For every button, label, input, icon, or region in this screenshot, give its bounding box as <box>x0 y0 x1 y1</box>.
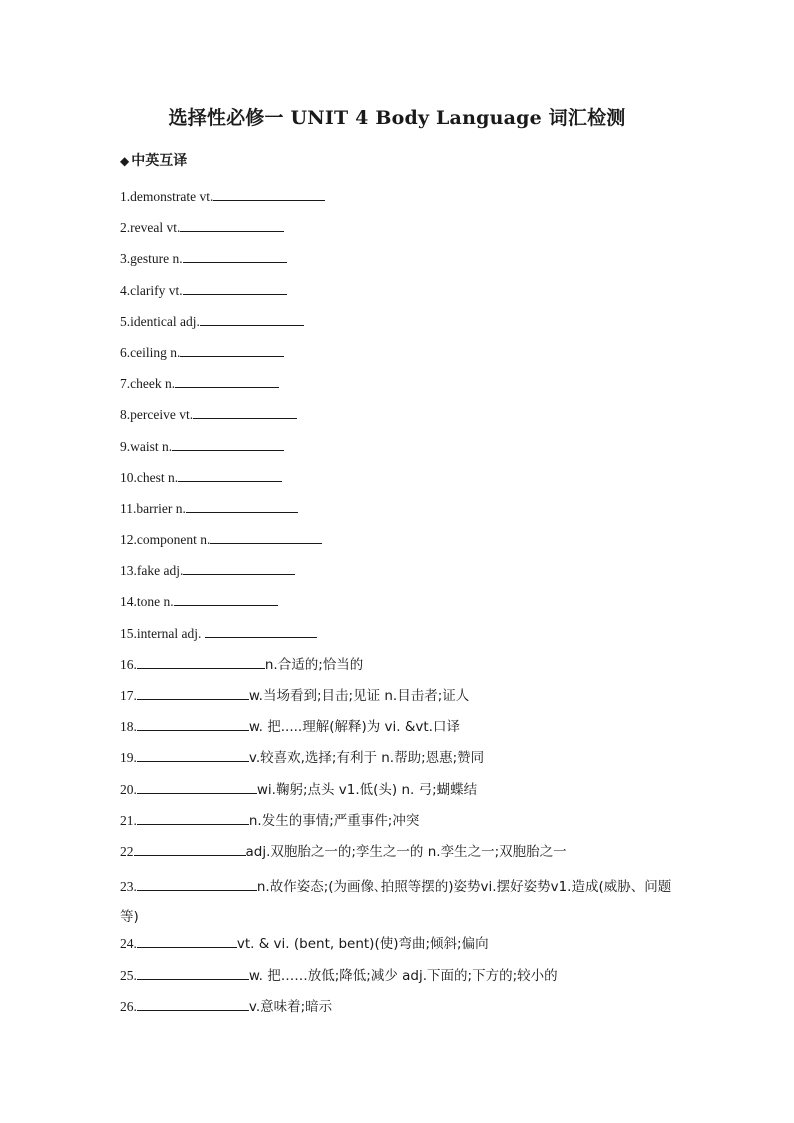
item-meaning: wi.鞠躬;点头 v1.低(头) n. 弓;蝴蝶结 <box>256 781 478 798</box>
diamond-bullet-icon: ◆ <box>120 154 130 168</box>
item-prompt: 4.clarify vt. <box>120 282 183 298</box>
list-item <box>120 498 680 529</box>
list-item <box>120 996 680 1027</box>
item-prompt: 3.gesture n. <box>120 251 183 267</box>
vocabulary-list <box>120 186 680 1027</box>
list-item <box>120 965 680 996</box>
list-item <box>120 436 680 467</box>
item-prompt: 15.internal adj. <box>120 625 205 641</box>
item-prompt: 14.tone n. <box>120 594 174 610</box>
item-number: 20. <box>120 781 137 797</box>
item-meaning: w. 把……放低;降低;减少 adj.下面的;下方的;较小的 <box>248 967 558 984</box>
answer-blank[interactable] <box>213 186 325 201</box>
item-prompt: 9.waist n. <box>120 438 173 454</box>
answer-blank[interactable] <box>137 810 249 825</box>
answer-blank[interactable] <box>137 965 249 980</box>
item-prompt: 5.identical adj. <box>120 313 200 329</box>
answer-blank[interactable] <box>174 591 278 606</box>
answer-blank[interactable] <box>137 685 249 700</box>
list-item <box>120 591 680 622</box>
list-item <box>120 311 680 342</box>
list-item <box>120 685 680 716</box>
item-number: 19. <box>120 750 137 766</box>
item-number: 24. <box>120 936 137 952</box>
answer-blank[interactable] <box>137 779 257 794</box>
answer-blank[interactable] <box>183 248 287 263</box>
list-item <box>120 560 680 591</box>
list-item <box>120 217 680 248</box>
answer-blank[interactable] <box>137 716 249 731</box>
answer-blank[interactable] <box>193 404 297 419</box>
list-item <box>120 404 680 435</box>
item-prompt: 7.cheek n. <box>120 376 176 392</box>
answer-blank[interactable] <box>183 560 295 575</box>
answer-blank[interactable] <box>210 529 322 544</box>
list-item <box>120 747 680 778</box>
answer-blank[interactable] <box>137 933 237 948</box>
answer-blank[interactable] <box>137 996 249 1011</box>
item-meaning: adj.双胞胎之一的;孪生之一的 n.孪生之一;双胞胎之一 <box>245 843 567 860</box>
item-prompt: 11.barrier n. <box>120 500 186 516</box>
item-meaning: n.合适的;恰当的 <box>264 656 364 673</box>
section-heading <box>120 150 187 170</box>
item-prompt: 13.fake adj. <box>120 563 184 579</box>
item-number: 18. <box>120 719 137 735</box>
answer-blank[interactable] <box>134 841 246 856</box>
item-number: 26. <box>120 998 137 1014</box>
section-label: 中英互译 <box>131 153 188 169</box>
item-prompt: 12.component n. <box>120 532 211 548</box>
item-prompt: 2.reveal vt. <box>120 220 181 236</box>
item-prompt: 8.perceive vt. <box>120 407 194 423</box>
item-prompt: 1.demonstrate vt. <box>120 189 214 204</box>
answer-blank[interactable] <box>175 373 279 388</box>
answer-blank[interactable] <box>172 436 284 451</box>
list-item <box>120 280 680 311</box>
item-meaning: w.当场看到;目击;见证 n.目击者;证人 <box>248 688 470 704</box>
item-prompt: 10.chest n. <box>120 469 179 485</box>
answer-blank[interactable] <box>137 747 249 762</box>
item-number: 25. <box>120 967 137 983</box>
item-prompt: 6.ceiling n. <box>120 344 181 360</box>
list-item <box>120 623 680 654</box>
answer-blank[interactable] <box>200 311 304 326</box>
list-item <box>120 810 680 841</box>
list-item <box>120 933 680 964</box>
item-meaning: n.故作姿态;(为画像､拍照等摆的)姿势vi.摆好姿势v1.造成(威胁、问题等) <box>120 879 672 926</box>
list-item <box>120 342 680 373</box>
item-number: 21. <box>120 812 137 828</box>
item-meaning: w. 把.....理解(解释)为 vi. &vt.口译 <box>248 719 460 736</box>
item-meaning: n.发生的事情;严重事件;冲突 <box>248 812 420 829</box>
answer-blank[interactable] <box>186 498 298 513</box>
answer-blank[interactable] <box>205 623 317 638</box>
item-number: 23. <box>120 879 137 895</box>
item-number: 17. <box>120 688 137 703</box>
list-item <box>120 841 680 872</box>
list-item <box>120 248 680 279</box>
list-item <box>120 373 680 404</box>
list-item <box>120 529 680 560</box>
list-item <box>120 467 680 498</box>
list-item <box>120 186 680 217</box>
item-meaning: vt. & vi. (bent, bent)(使)弯曲;倾斜;偏向 <box>236 936 489 953</box>
list-item <box>120 654 680 685</box>
list-item <box>120 716 680 747</box>
item-meaning: v.意味着;暗示 <box>248 998 333 1015</box>
answer-blank[interactable] <box>178 467 282 482</box>
answer-blank[interactable] <box>137 876 257 891</box>
list-item <box>120 872 680 932</box>
item-number: 22 <box>120 843 134 859</box>
item-number: 16. <box>120 656 137 672</box>
answer-blank[interactable] <box>180 342 284 357</box>
answer-blank[interactable] <box>180 217 284 232</box>
page-title: 选择性必修一 UNIT 4 Body Language 词汇检测 <box>168 107 626 129</box>
answer-blank[interactable] <box>137 654 265 669</box>
answer-blank[interactable] <box>183 280 287 295</box>
list-item <box>120 779 680 810</box>
item-meaning: v.较喜欢,选择;有利于 n.帮助;恩惠;赞同 <box>248 750 485 767</box>
